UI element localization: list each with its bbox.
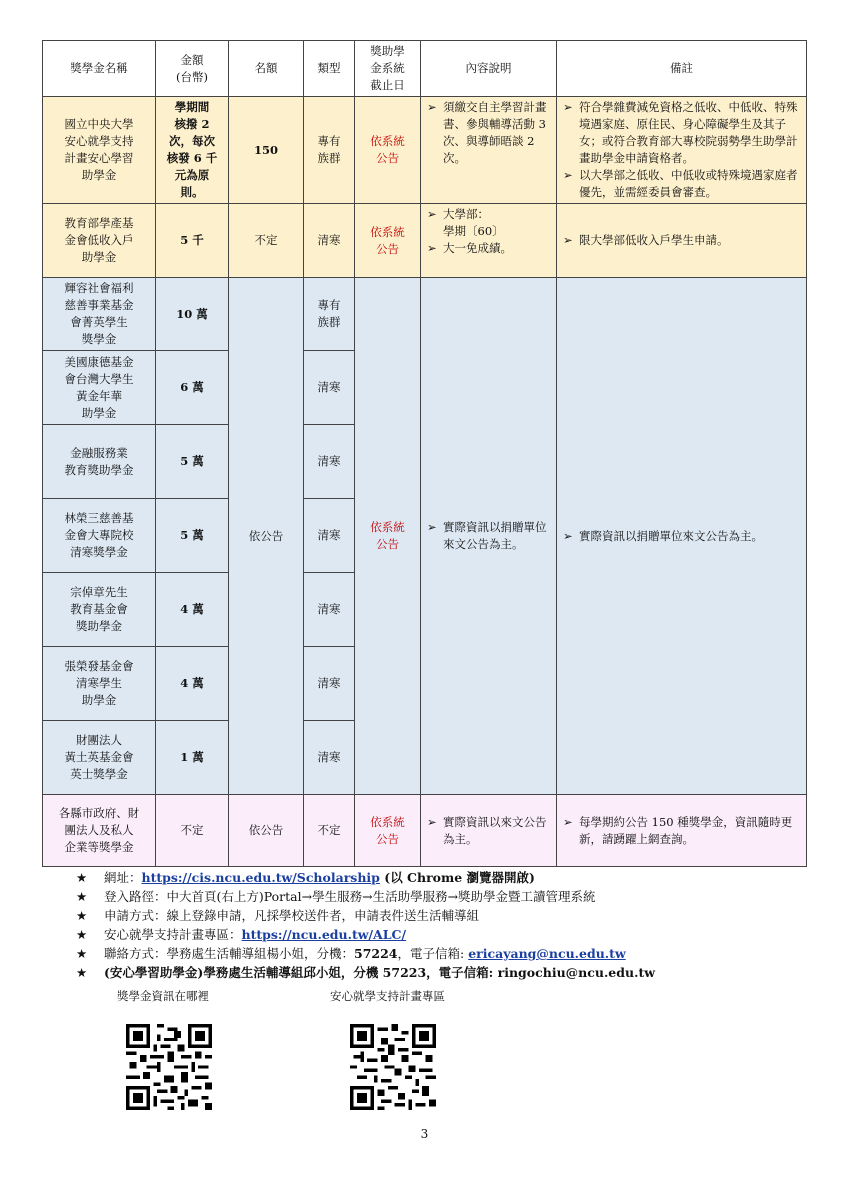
arrow-bullet-icon: ➢ [563, 814, 573, 829]
content-bullet: ➢ 大學部： [427, 207, 489, 221]
scholarship-type: 清寒 [304, 573, 355, 647]
scholarship-amount: 學期間 核撥 2 次，每次 核發 6 千 元為原 則。 [156, 97, 229, 204]
scholarship-type: 清寒 [304, 499, 355, 573]
remark-bullet: ➢ 限大學部低收入戶學生申請。 [563, 233, 729, 247]
star-icon: ★ [76, 889, 88, 904]
scholarship-amount: 1 萬 [156, 721, 229, 795]
scholarship-type: 清寒 [304, 721, 355, 795]
arrow-bullet-icon: ➢ [563, 233, 573, 247]
star-icon: ★ [76, 927, 88, 942]
note-item [76, 925, 816, 944]
group-deadline: 依系統 公告 [355, 278, 421, 795]
note-item [76, 944, 816, 963]
email-link[interactable]: ericayang@ncu.edu.tw [468, 946, 626, 961]
scholarship-remarks [557, 795, 807, 867]
scholarship-amount: 5 千 [156, 204, 229, 278]
note-text: 安心就學支持計畫專區：https://ncu.edu.tw/ALC/ [104, 927, 407, 942]
page-number: 3 [420, 1127, 429, 1141]
arrow-bullet-icon: ➢ [427, 241, 437, 255]
scholarship-type: 不定 [304, 795, 355, 867]
arrow-bullet-icon: ➢ [427, 207, 437, 221]
scholarship-name: 教育部學產基 金會低收入戶 助學金 [43, 204, 156, 278]
scholarship-name: 美國康德基金 會台灣大學生 黃金年華 助學金 [43, 351, 156, 425]
star-icon: ★ [76, 965, 88, 980]
scholarship-amount: 不定 [156, 795, 229, 867]
scholarship-amount: 5 萬 [156, 499, 229, 573]
scholarship-type: 清寒 [304, 647, 355, 721]
scholarship-type: 專有 族群 [304, 278, 355, 351]
scholarship-deadline: 依系統 公告 [355, 795, 421, 867]
arrow-bullet-icon: ➢ [563, 100, 573, 114]
alc-url-link[interactable]: https://ncu.edu.tw/ALC/ [241, 927, 407, 942]
header-content: 內容說明 [421, 41, 557, 97]
scholarship-amount: 5 萬 [156, 425, 229, 499]
note-text: 網址：https://cis.ncu.edu.tw/Scholarship (以 Chrome 瀏覽器開啟) [104, 870, 535, 885]
group-quota: 依公告 [229, 278, 304, 795]
header-type: 類型 [304, 41, 355, 97]
scholarship-amount: 4 萬 [156, 573, 229, 647]
arrow-bullet-icon: ➢ [563, 528, 573, 543]
content-bullet: ➢ 實際資訊以來文公告為主。 [427, 814, 547, 846]
scholarship-amount: 10 萬 [156, 278, 229, 351]
group-content [421, 278, 557, 795]
table-header-row [43, 41, 807, 97]
scholarship-name: 各縣市政府、財 團法人及私人 企業等獎學金 [43, 795, 156, 867]
scholarship-quota: 不定 [229, 204, 304, 278]
remark-bullet: ➢ 每學期約公告 150 種獎學金，資訊隨時更新，請踴躍上網查詢。 [563, 814, 793, 846]
header-remarks: 備註 [557, 41, 807, 97]
qr-code-icon[interactable] [350, 1024, 436, 1110]
note-text: 聯絡方式：學務處生活輔導組楊小姐，分機：57224，電子信箱: ericayang@ncu.edu.tw [104, 946, 626, 961]
scholarship-content [421, 97, 557, 204]
notes-list [76, 868, 816, 982]
scholarship-content [421, 795, 557, 867]
scholarship-remarks [557, 97, 807, 204]
remark-bullet: ➢ 以大學部之低收、中低收或特殊境遇家庭者優先，並需經委員會審查。 [563, 168, 798, 199]
arrow-bullet-icon: ➢ [563, 168, 573, 182]
table-row [43, 795, 807, 867]
scholarship-name: 國立中央大學 安心就學支持 計畫安心學習 助學金 [43, 97, 156, 204]
star-icon: ★ [76, 946, 88, 961]
header-quota: 名額 [229, 41, 304, 97]
scholarship-content [421, 204, 557, 278]
qr-code-icon[interactable] [126, 1024, 212, 1110]
scholarship-name: 張榮發基金會 清寒學生 助學金 [43, 647, 156, 721]
note-item [76, 906, 816, 925]
scholarship-remarks [557, 204, 807, 278]
scholarship-amount: 4 萬 [156, 647, 229, 721]
scholarship-type: 清寒 [304, 425, 355, 499]
note-item [76, 868, 816, 887]
scholarship-name: 宗倬章先生 教育基金會 獎助學金 [43, 573, 156, 647]
arrow-bullet-icon: ➢ [427, 814, 437, 829]
table-row [43, 278, 807, 351]
header-deadline: 獎助學 金系統 截止日 [355, 41, 421, 97]
group-remarks [557, 278, 807, 795]
scholarship-type: 清寒 [304, 204, 355, 278]
scholarship-deadline: 依系統 公告 [355, 204, 421, 278]
scholarship-name: 財團法人 黃土英基金會 英士獎學金 [43, 721, 156, 795]
scholarship-amount: 6 萬 [156, 351, 229, 425]
star-icon: ★ [76, 870, 88, 885]
header-name: 獎學金名稱 [43, 41, 156, 97]
scholarship-quota: 依公告 [229, 795, 304, 867]
note-item [76, 963, 816, 982]
scholarship-quota: 150 [229, 97, 304, 204]
scholarship-name: 林榮三慈善基 金會大專院校 清寒獎學金 [43, 499, 156, 573]
remark-bullet: ➢ 符合學雜費減免資格之低收、中低收、特殊境遇家庭、原住民、身心障礙學生及其子女；或符合教育部大專校院弱勢學生助學計畫助學金申請資格者。 [563, 100, 798, 165]
note-item [76, 887, 816, 906]
table-row [43, 97, 807, 204]
note-text: 申請方式：線上登錄申請，凡採學校送件者，申請表件送生活輔導組 [104, 908, 480, 923]
remark-bullet: ➢ 實際資訊以捐贈單位來文公告為主。 [563, 528, 763, 543]
qr-label-scholarship: 獎學金資訊在哪裡 [117, 989, 209, 1003]
note-text: (安心學習助學金)學務處生活輔導組邱小姐，分機 57223，電子信箱: ringochiu@ncu.edu.tw [104, 965, 655, 980]
scholarship-name: 金融服務業 教育獎助學金 [43, 425, 156, 499]
scholarship-table [42, 40, 807, 867]
content-bullet: ➢ 大一免成績。 [427, 241, 512, 255]
scholarship-name: 輝容社會福利 慈善事業基金 會菁英學生 獎學金 [43, 278, 156, 351]
content-bullet: ➢ 須繳交自主學習計畫書、參與輔導活動 3 次、與導師晤談 2 次。 [427, 100, 547, 165]
scholarship-deadline: 依系統 公告 [355, 97, 421, 204]
table-row [43, 204, 807, 278]
scholarship-url-link[interactable]: https://cis.ncu.edu.tw/Scholarship [141, 870, 380, 885]
qr-label-alc: 安心就學支持計畫專區 [330, 989, 445, 1003]
star-icon: ★ [76, 908, 88, 923]
content-subline: 學期〔60〕 [443, 224, 504, 238]
arrow-bullet-icon: ➢ [427, 520, 437, 534]
note-text: 登入路徑：中大首頁(右上方)Portal→學生服務→生活助學服務→獎助學金暨工讀管理系統 [104, 889, 596, 904]
content-bullet: ➢ 實際資訊以捐贈單位來文公告為主。 [427, 520, 547, 551]
scholarship-type: 專有 族群 [304, 97, 355, 204]
scholarship-type: 清寒 [304, 351, 355, 425]
header-amount: 金額 (台幣) [156, 41, 229, 97]
arrow-bullet-icon: ➢ [427, 100, 437, 114]
